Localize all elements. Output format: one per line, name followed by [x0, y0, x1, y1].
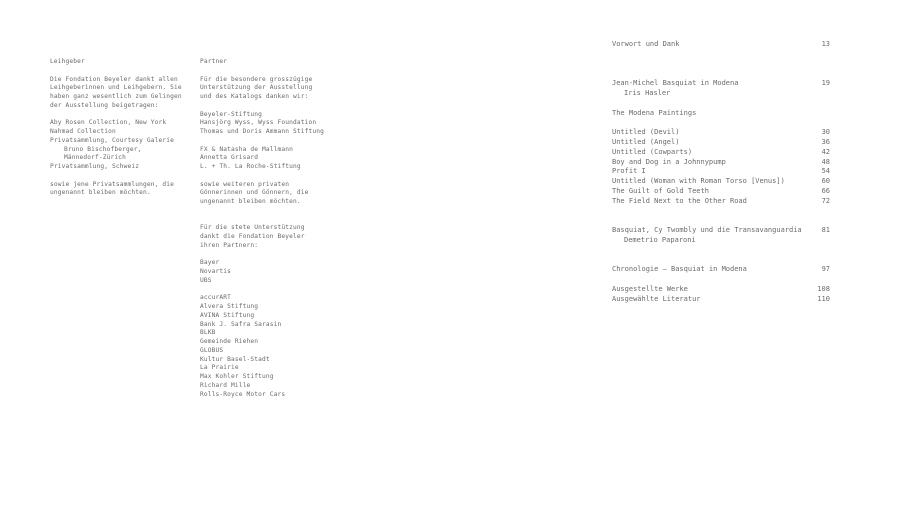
toc-section-heading: The Modena Paintings — [612, 108, 697, 117]
lenders-intro-line: Leihgeberinnen und Leihgebern. Sie — [50, 84, 182, 92]
partners-note-line: Für die stete Unterstützung — [200, 224, 305, 232]
toc-entry-title: Profit I — [612, 167, 646, 176]
partner-item: Max Kohler Stiftung — [200, 373, 274, 380]
partner-item: Bayer — [200, 259, 220, 267]
partner-item: Alvera Stiftung — [200, 303, 259, 310]
partner-item: Novartis — [200, 268, 232, 275]
toc-entry-title: Chronologie – Basquiat in Modena — [612, 265, 747, 274]
toc-page-number: 36 — [821, 137, 830, 146]
partners-intro-line: Für die besondere grosszügige — [200, 75, 313, 83]
partner-item: Gemeinde Riehen — [200, 338, 259, 345]
lender-item: Privatsammlung, Courtesy Galerie — [50, 136, 175, 144]
partner-item: Thomas und Doris Ammann Stiftung — [200, 128, 325, 135]
partner-item: Annetta Grisard — [200, 154, 259, 162]
toc-entry-title: Boy and Dog in a Johnnypump — [612, 157, 726, 166]
toc-entry-title: The Field Next to the Other Road — [612, 196, 747, 205]
partner-item: La Prairie — [200, 364, 239, 372]
partner-item: Richard Mille — [200, 381, 251, 389]
toc-entry-title: The Guilt of Gold Teeth — [612, 186, 709, 195]
partners-note-line: ihren Partnern: — [200, 241, 259, 249]
lenders-intro-line: Die Fondation Beyeler dankt allen — [50, 75, 178, 83]
table-of-contents — [612, 40, 830, 305]
partners-heading: Partner — [200, 58, 228, 65]
partner-item: Bank J. Safra Sarasin — [200, 320, 282, 328]
toc-page-number: 60 — [821, 177, 830, 186]
lender-item: Privatsammlung, Schweiz — [50, 163, 140, 170]
toc-page-number: 19 — [821, 79, 830, 88]
partners-intro-line: und des Katalogs danken wir: — [200, 93, 309, 100]
toc-entry-title: Basquiat, Cy Twombly und die Transavanguardia — [612, 226, 802, 235]
toc-page-number: 42 — [821, 147, 830, 156]
partner-item: Kultur Basel-Stadt — [200, 355, 270, 363]
toc-page-number: 48 — [821, 157, 830, 166]
toc-entry-title: Untitled (Angel) — [612, 137, 680, 146]
partner-item: L. + Th. La Roche-Stiftung — [200, 163, 301, 170]
lender-item: Aby Rosen Collection, New York — [50, 119, 167, 127]
toc-entry — [612, 79, 830, 89]
toc-entry-title: Untitled (Woman with Roman Torso [Venus]) — [612, 177, 785, 186]
toc-entry-title: Untitled (Cowparts) — [612, 147, 693, 156]
toc-entry-title: Ausgewählte Literatur — [612, 294, 701, 303]
toc-page-number: 30 — [821, 128, 830, 137]
lenders-column — [50, 58, 188, 198]
partner-item: GLOBUS — [200, 346, 224, 354]
partner-item: Rolls-Royce Motor Cars — [200, 390, 286, 398]
partners-note-line: Gönnerinnen und Gönnern, die — [200, 189, 309, 197]
partners-note-line: dankt die Fondation Beyeler — [200, 233, 305, 240]
partner-item: AVINA Stiftung — [200, 311, 255, 319]
toc-entry — [612, 148, 830, 158]
partner-item: FX & Natasha de Mallmann — [200, 145, 294, 153]
lender-item: Nahmad Collection — [50, 128, 116, 135]
toc-entry-title: Jean-Michel Basquiat in Modena — [612, 79, 739, 88]
toc-entry-author: Iris Hasler — [624, 88, 671, 97]
toc-entry — [612, 158, 830, 168]
toc-entry-title: Ausgestellte Werke — [612, 284, 688, 293]
partner-item: Hansjörg Wyss, Wyss Foundation — [200, 119, 317, 127]
toc-page-number: 110 — [817, 294, 830, 303]
toc-entry — [612, 295, 830, 305]
toc-page-number: 54 — [821, 167, 830, 176]
toc-entry — [612, 40, 830, 50]
partners-intro-line: Unterstützung der Ausstellung — [200, 84, 313, 92]
toc-page-number: 97 — [821, 265, 830, 274]
toc-page-number: 81 — [821, 226, 830, 235]
partners-column — [200, 58, 340, 399]
toc-entry — [612, 177, 830, 187]
toc-entry — [612, 138, 830, 148]
lenders-intro-line: haben ganz wesentlich zum Gelingen — [50, 93, 182, 100]
lenders-closing-line: sowie jene Privatsammlungen, die — [50, 180, 175, 188]
partner-item: UBS — [200, 276, 212, 284]
toc-entry-title: Vorwort und Dank — [612, 40, 680, 48]
partner-item: accurART — [200, 294, 232, 302]
toc-page-number: 13 — [821, 40, 830, 48]
toc-entry-title: Untitled (Devil) — [612, 128, 680, 137]
toc-page-number: 66 — [821, 186, 830, 195]
lender-item: Bruno Bischofberger, — [64, 145, 142, 153]
lenders-closing-line: ungenannt bleiben möchten. — [50, 189, 151, 197]
toc-entry — [612, 265, 830, 275]
partner-item: Beyeler-Stiftung — [200, 110, 263, 118]
toc-entry — [612, 285, 830, 295]
toc-page-number: 108 — [817, 284, 830, 293]
toc-entry — [612, 226, 830, 236]
toc-entry — [612, 197, 830, 207]
toc-entry-author: Demetrio Paparoni — [624, 235, 696, 244]
lenders-intro-line: der Ausstellung beigetragen: — [50, 101, 159, 109]
partners-note-line: ungenannt bleiben möchten. — [200, 198, 301, 205]
lender-item: Männedorf-Zürich — [64, 154, 127, 162]
toc-entry — [612, 167, 830, 177]
partner-item: BLKB — [200, 329, 216, 337]
toc-page-number: 72 — [821, 196, 830, 205]
toc-entry — [612, 128, 830, 138]
lenders-heading: Leihgeber — [50, 58, 85, 65]
partners-note-line: sowie weiteren privaten — [200, 180, 290, 188]
toc-entry — [612, 187, 830, 197]
